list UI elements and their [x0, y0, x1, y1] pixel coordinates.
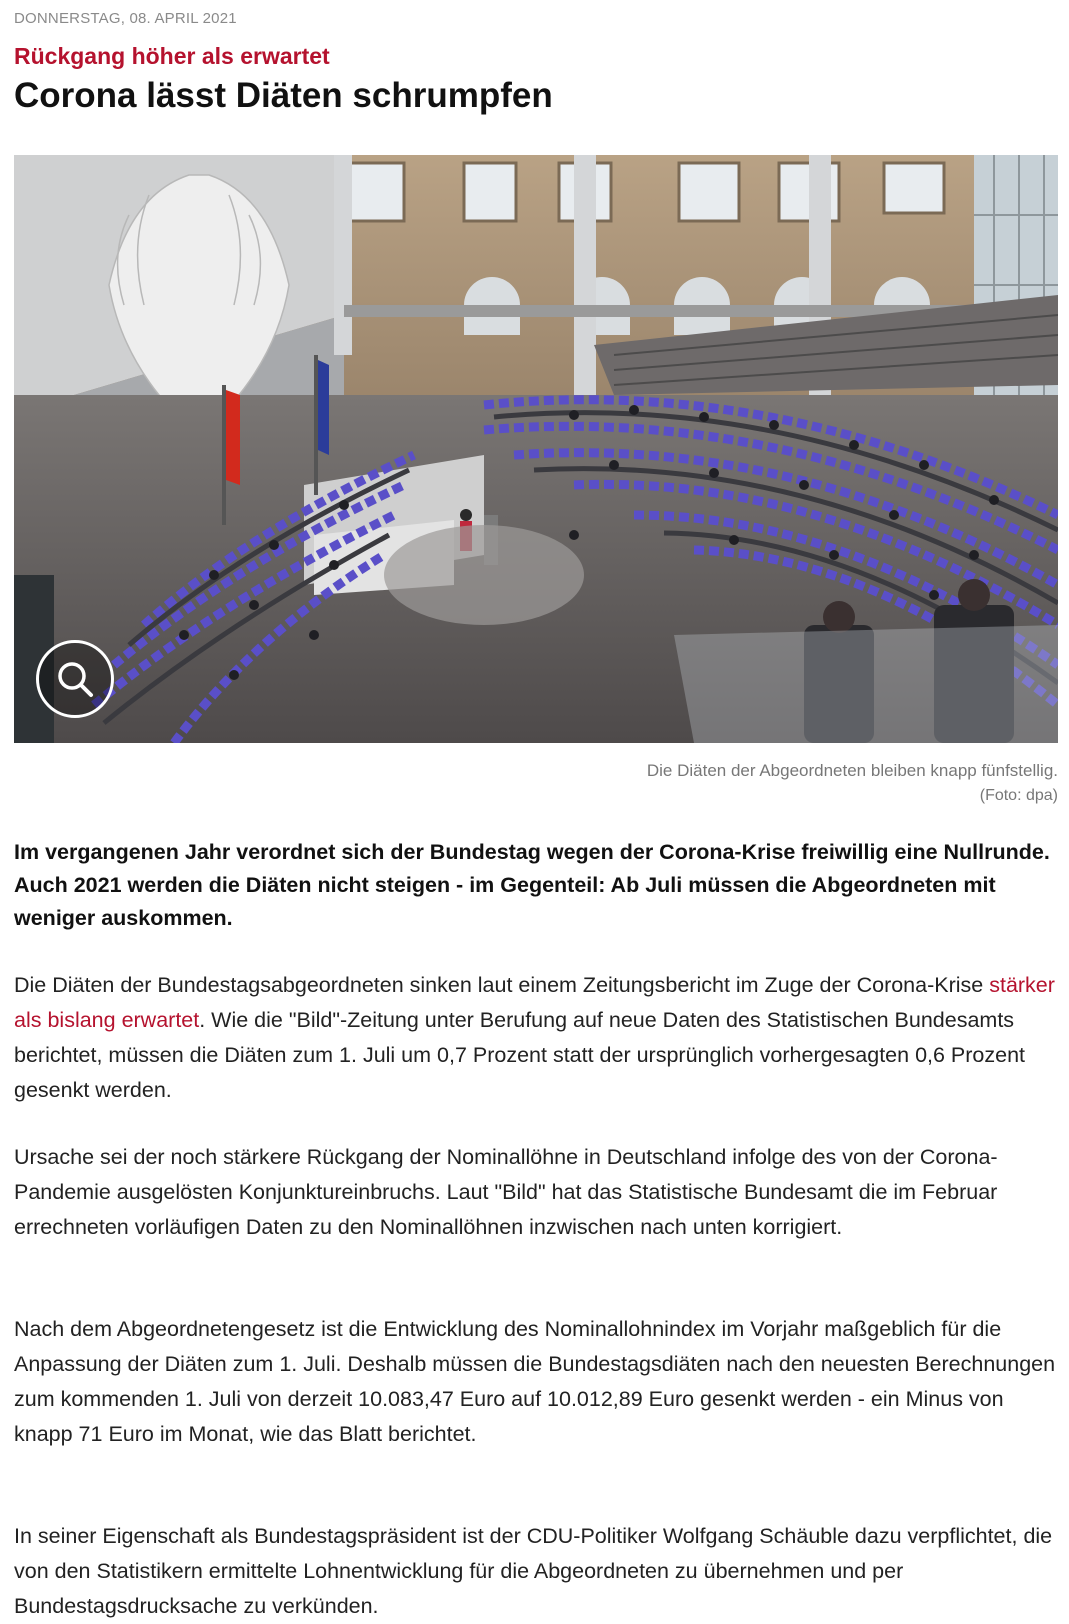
article-kicker: Rückgang höher als erwartet [14, 43, 330, 69]
image-caption-text: Die Diäten der Abgeordneten bleiben knapp fünfstellig. [646, 761, 1058, 780]
image-zoom-button[interactable] [36, 640, 114, 718]
article-date: DONNERSTAG, 08. APRIL 2021 [14, 10, 237, 27]
search-icon [53, 657, 97, 701]
article-paragraph-1 [14, 968, 1059, 1108]
paragraph-text: Die Diäten der Bundestagsabgeordneten sinken laut einem Zeitungsbericht im Zuge der Corona-Krise [14, 973, 990, 997]
inline-article-link[interactable]: stärker als bislang erwartet [14, 973, 1055, 1032]
article-paragraph-3: Nach dem Abgeordnetengesetz ist die Entwicklung des Nominallohnindex im Vorjahr maßgeblich für die Anpassung der Diäten zum 1. Juli. Deshalb müssen die Bundestagsdiäten nach den neuesten Berechnungen zum kommenden 1. Juli von derzeit 10.083,47 Euro auf 10.012,89 Euro gesenkt werden - ein Minus von knapp 71 Euro im Monat, wie das Blatt berichtet. [14, 1317, 1056, 1446]
bundestag-plenary-illustration [14, 155, 1058, 743]
article-lead: Im vergangenen Jahr verordnet sich der Bundestag wegen der Corona-Krise freiwillig eine Nullrunde. Auch 2021 werden die Diäten nicht steigen - im Gegenteil: Ab Juli müssen die Abgeordneten mit weniger auskommen. [14, 840, 1050, 930]
image-caption [647, 758, 1058, 808]
article-paragraph-4: In seiner Eigenschaft als Bundestagspräsident ist der CDU-Politiker Wolfgang Schäuble dazu verpflichtet, die von den Statistikern ermittelte Lohnentwicklung für die Abgeordneten zu übernehmen und per Bundestagsdrucksache zu verkünden. [14, 1524, 1053, 1618]
paragraph-text: . Wie die "Bild"-Zeitung unter Berufung auf neue Daten des Statistischen Bundesamts berichtet, müssen die Diäten zum 1. Juli um 0,7 Prozent statt der ursprünglich vorhergesagten 0,6 Prozent gesenkt werden. [14, 1008, 1026, 1102]
article-headline: Corona lässt Diäten schrumpfen [14, 76, 553, 115]
article-paragraph-2: Ursache sei der noch stärkere Rückgang der Nominallöhne in Deutschland infolge des von der Corona-Pandemie ausgelösten Konjunktureinbruchs. Laut "Bild" hat das Statistische Bundesamt die im Februar errechneten vorläufigen Daten zu den Nominallöhnen inzwischen nach unten korrigiert. [14, 1145, 998, 1239]
article-photo[interactable] [14, 155, 1058, 743]
image-credit: (Foto: dpa) [979, 787, 1058, 804]
